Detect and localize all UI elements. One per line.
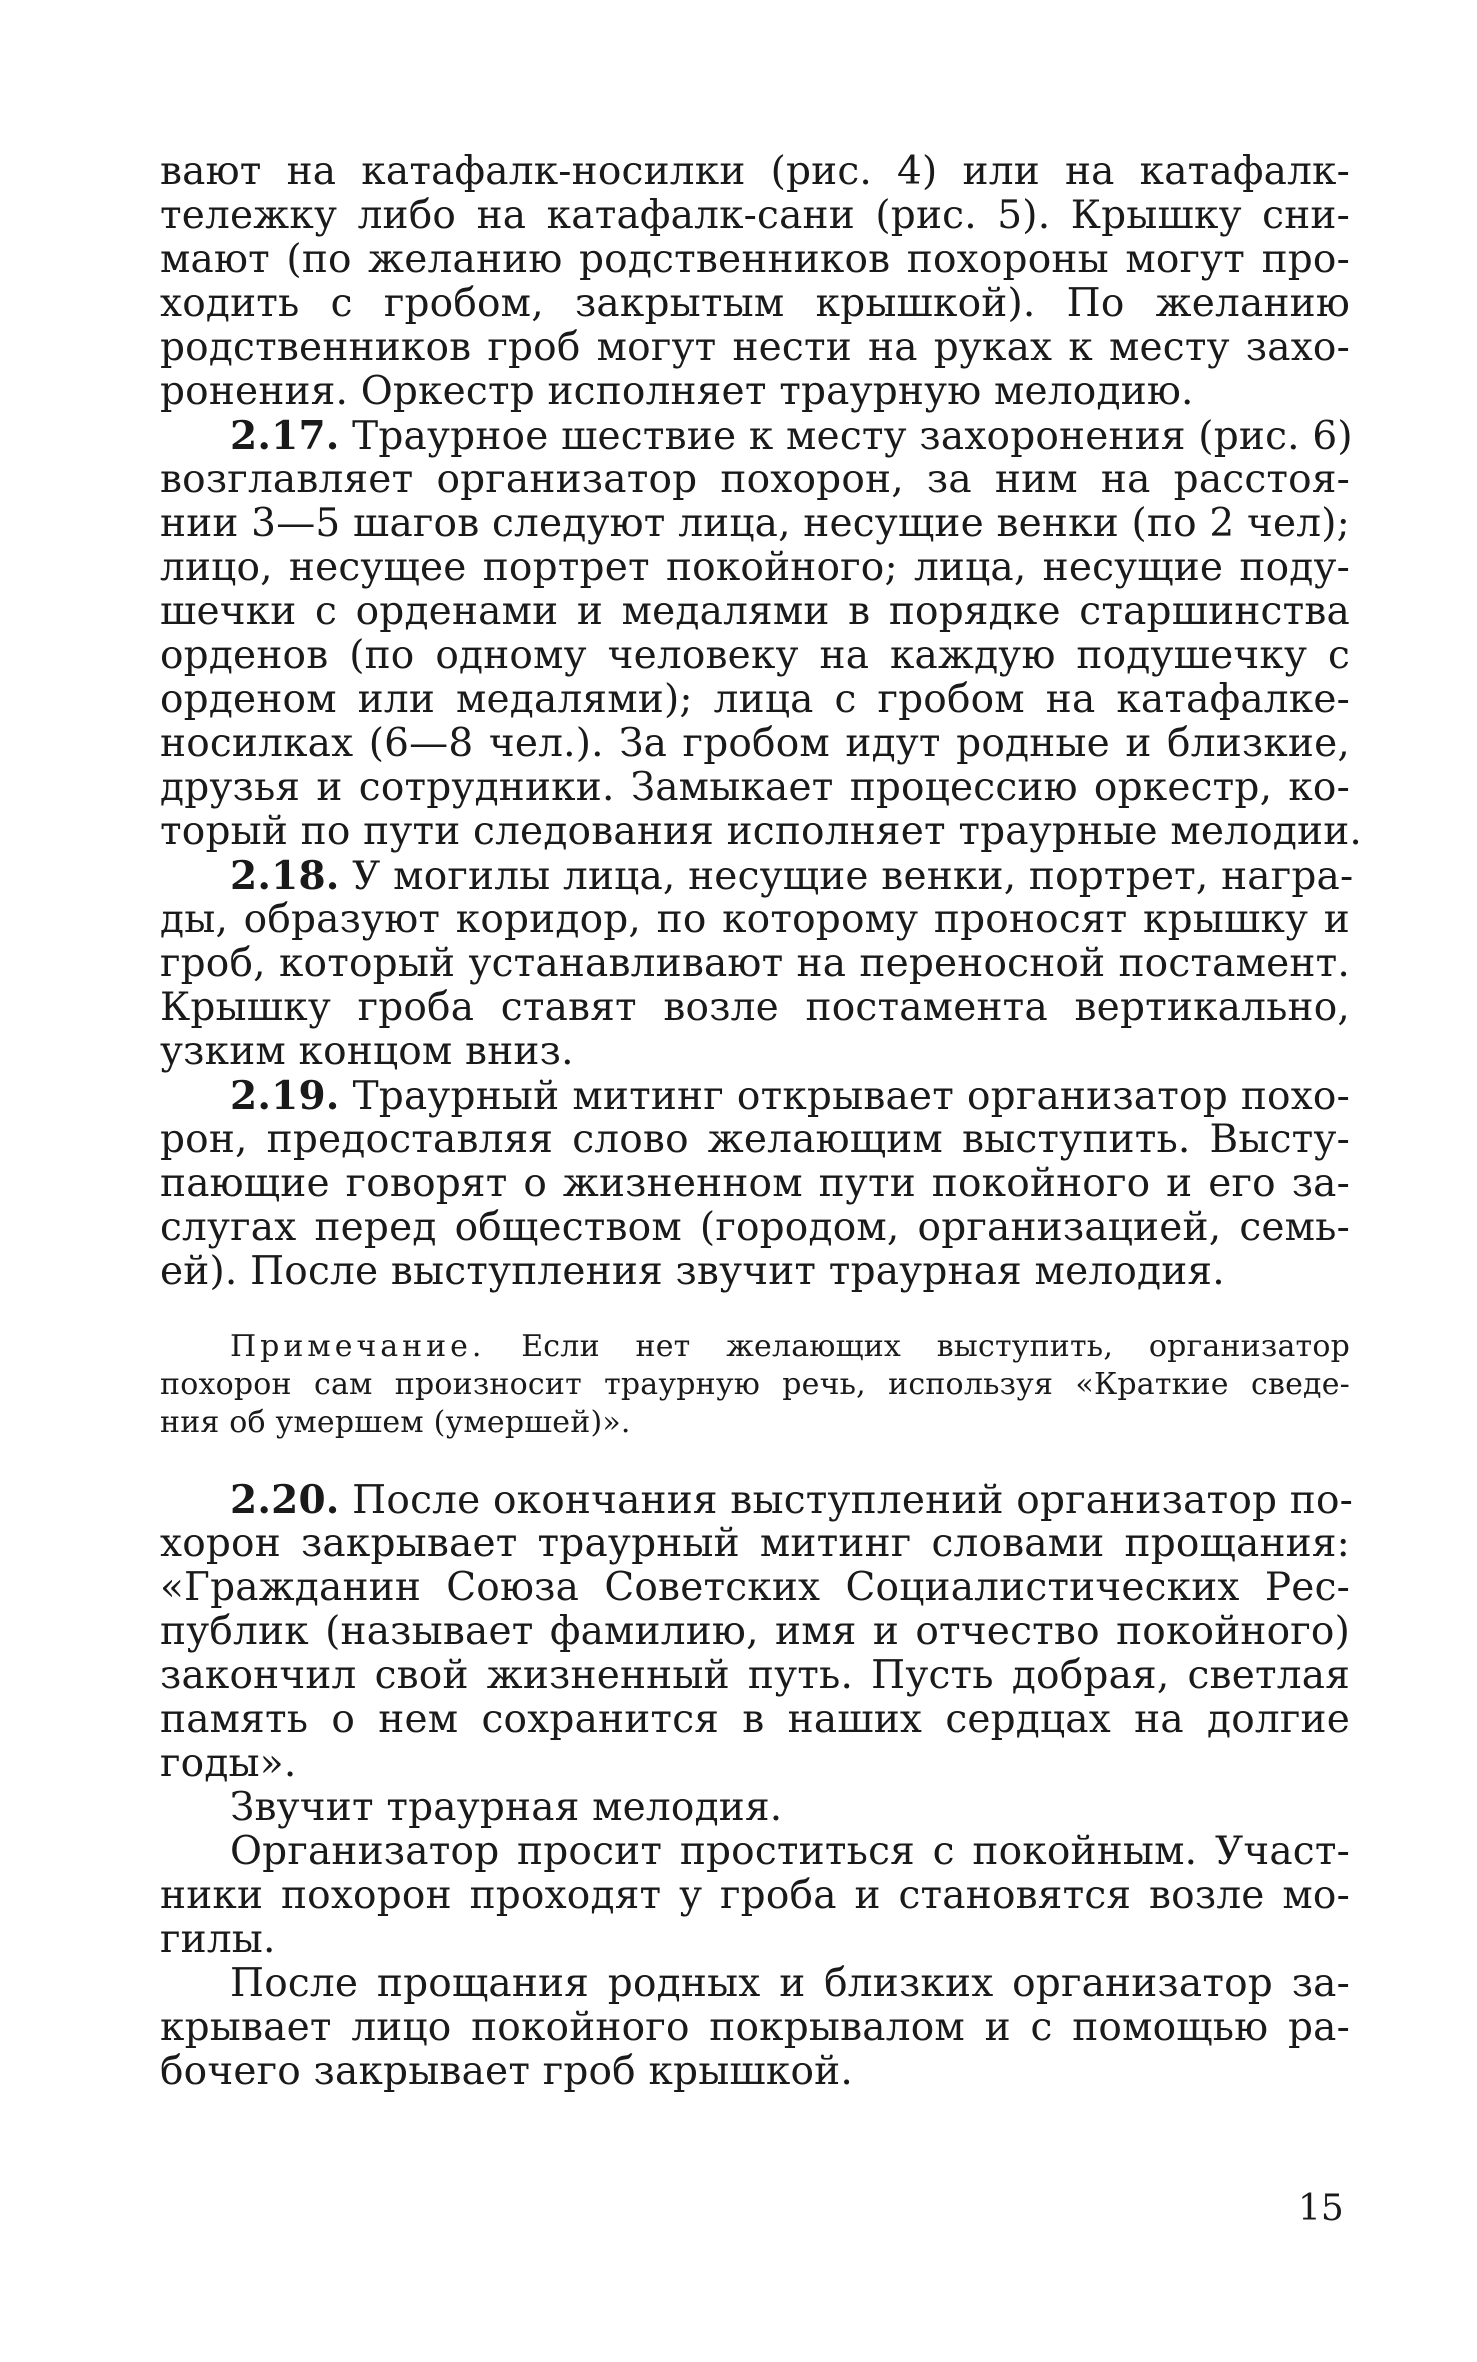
text-line: торый по пути следования исполняет траурные мелодии. (160, 809, 1363, 854)
text-line: пающие говорят о жизненном пути покойного и его за- (160, 1161, 1350, 1206)
text-line (160, 413, 1353, 459)
text-line: хорон закрывает траурный митинг словами прощания: (160, 1521, 1350, 1566)
text-line (160, 1074, 1350, 1118)
text-line: ния об умершем (умершей)». (160, 1405, 631, 1440)
section-number: 2.20. (230, 1477, 340, 1523)
paragraph-farewell (160, 1830, 1350, 1962)
text-line: родственников гроб могут нести на руках к месту захо- (160, 325, 1350, 370)
paragraph-melody (160, 1786, 1350, 1830)
section-number: 2.19. (230, 1073, 340, 1119)
page-body (160, 149, 1363, 2094)
text-line: публик (называет фамилию, имя и отчество покойного) (160, 1609, 1350, 1654)
section-number: 2.17. (230, 413, 340, 459)
text-line: «Гражданин Союза Советских Социалистических Рес- (160, 1565, 1350, 1610)
paragraph-closing (160, 1962, 1350, 2094)
text-line: ронения. Оркестр исполняет траурную мелодию. (160, 369, 1194, 414)
text-line: вают на катафалк-носилки (рис. 4) или на катафалк- (160, 149, 1350, 194)
text-line (160, 853, 1354, 899)
text-line: память о нем сохранится в наших сердцах на долгие (160, 1697, 1350, 1742)
text-line: ники похорон проходят у гроба и становятся возле мо- (160, 1873, 1350, 1918)
section-first-line: У могилы лица, несущие венки, портрет, награ- (339, 854, 1354, 899)
note-first-line: Если нет желающих выступить, организатор (485, 1329, 1350, 1364)
text-line: бочего закрывает гроб крышкой. (160, 2049, 853, 2094)
text-line: шечки с орденами и медалями в порядке старшинства (160, 589, 1350, 634)
text-line: гроб, который устанавливают на переносной постамент. (160, 941, 1350, 986)
section-2-20 (160, 1477, 1354, 1786)
text-line: Организатор просит проститься с покойным. Участ- (230, 1829, 1350, 1874)
text-line: закончил свой жизненный путь. Пусть добрая, светлая (160, 1653, 1350, 1698)
section-first-line: Траурный митинг открывает организатор похо- (339, 1074, 1350, 1119)
text-line: ей). После выступления звучит траурная мелодия. (160, 1249, 1225, 1294)
text-line: ды, образуют коридор, по которому проносят крышку и (160, 897, 1350, 942)
section-number: 2.18. (230, 853, 340, 899)
note-label: Примечание. (230, 1329, 486, 1364)
text-line: возглавляет организатор похорон, за ним на расстоя- (160, 457, 1350, 502)
text-line: годы». (160, 1741, 297, 1786)
text-line: Звучит траурная мелодия. (230, 1785, 783, 1830)
page-number: 15 (1298, 2188, 1344, 2229)
text-line: После прощания родных и близких организатор за- (230, 1961, 1350, 2006)
text-line: гилы. (160, 1917, 276, 1962)
text-line (160, 1477, 1354, 1523)
text-line: ходить с гробом, закрытым крышкой). По желанию (160, 281, 1350, 326)
text-line: мают (по желанию родственников похороны могут про- (160, 237, 1350, 282)
note-block (160, 1328, 1350, 1442)
text-line: похорон сам произносит траурную речь, используя «Краткие сведе- (160, 1367, 1350, 1402)
text-line: узким концом вниз. (160, 1029, 574, 1074)
text-line: орденов (по одному человеку на каждую подушечку с (160, 633, 1350, 678)
text-line: носилках (6—8 чел.). За гробом идут родные и близкие, (160, 721, 1350, 766)
section-first-line: Траурное шествие к месту захоронения (рис. 6) (339, 414, 1353, 459)
text-line (160, 1328, 1350, 1366)
text-line: Крышку гроба ставят возле постамента вертикально, (160, 985, 1350, 1030)
text-line: слугах перед обществом (городом, организацией, семь- (160, 1205, 1350, 1250)
text-line: рон, предоставляя слово желающим выступить. Высту- (160, 1117, 1350, 1162)
section-2-17 (160, 413, 1363, 854)
text-line: лицо, несущее портрет покойного; лица, несущие поду- (160, 545, 1350, 590)
section-2-19 (160, 1074, 1350, 1294)
text-line: орденом или медалями); лица с гробом на катафалке- (160, 677, 1350, 722)
section-2-18 (160, 853, 1354, 1074)
section-first-line: После окончания выступлений организатор по- (339, 1478, 1354, 1523)
text-line: крывает лицо покойного покрывалом и с помощью ра- (160, 2005, 1350, 2050)
text-line: тележку либо на катафалк-сани (рис. 5). Крышку сни- (160, 193, 1350, 238)
text-line: нии 3—5 шагов следуют лица, несущие венки (по 2 чел); (160, 501, 1350, 546)
paragraph-continuation (160, 150, 1350, 414)
text-line: друзья и сотрудники. Замыкает процессию оркестр, ко- (160, 765, 1350, 810)
